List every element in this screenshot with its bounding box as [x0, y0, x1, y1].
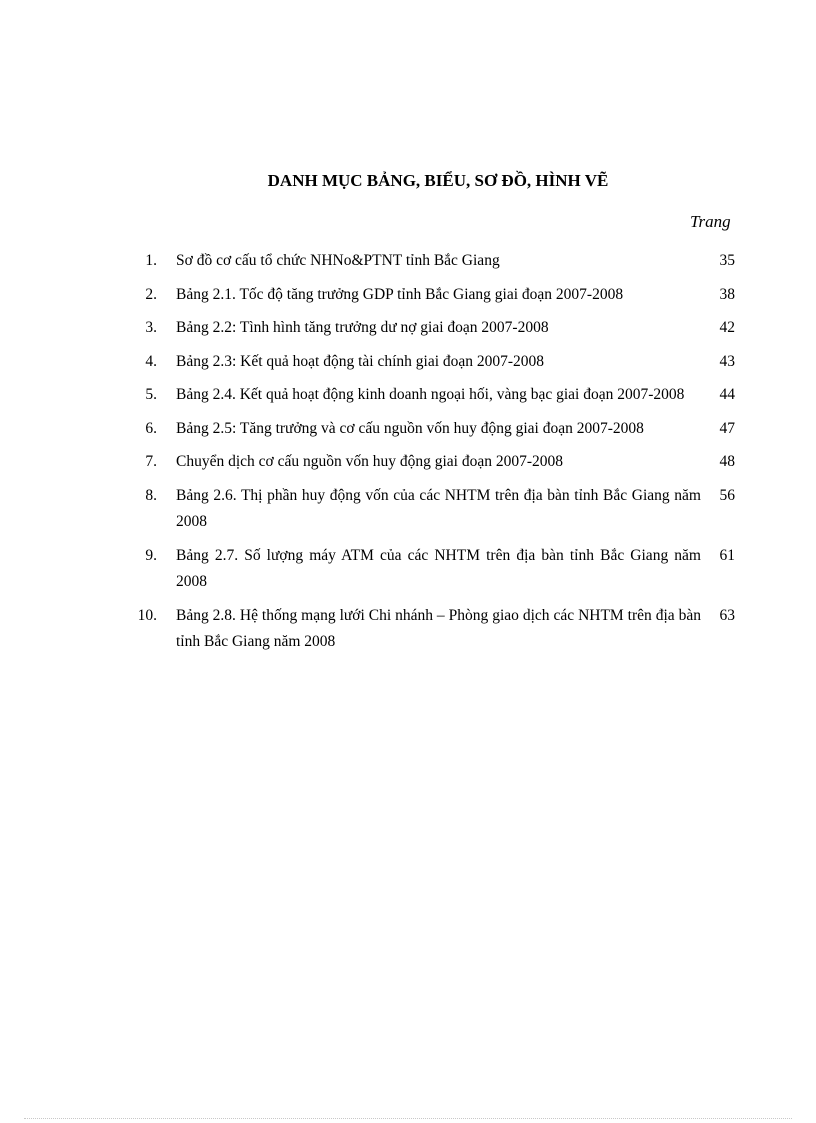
- toc-entry-title: Bảng 2.1. Tốc độ tăng trưởng GDP tỉnh Bắc Giang giai đoạn 2007-2008: [176, 285, 624, 303]
- toc-entry-title: Bảng 2.7. Số lượng máy ATM của các NHTM trên địa bàn tỉnh Bắc Giang năm 2008: [176, 546, 701, 590]
- toc-list: [128, 248, 738, 663]
- toc-entry-title: Chuyển dịch cơ cấu nguồn vốn huy động giai đoạn 2007-2008: [176, 453, 564, 470]
- toc-entry-page: 35: [719, 252, 735, 269]
- toc-entry: [128, 449, 738, 476]
- toc-entry: [128, 248, 738, 275]
- toc-entry-page: 56: [719, 486, 735, 504]
- toc-entry-page: 44: [719, 386, 735, 403]
- toc-entry: [128, 349, 738, 376]
- toc-entry: [128, 382, 738, 409]
- toc-entry-page: 63: [719, 606, 735, 624]
- toc-entry-title: Bảng 2.3: Kết quả hoạt động tài chính giai đoạn 2007-2008: [176, 352, 545, 370]
- toc-entry: [128, 416, 738, 443]
- page-bottom-divider: [24, 1118, 792, 1119]
- toc-entry-number: 9.: [145, 546, 157, 564]
- page-column-label: Trang: [690, 212, 731, 231]
- toc-entry-title: Bảng 2.8. Hệ thống mạng lưới Chi nhánh – Phòng giao dịch các NHTM trên địa bàn tỉnh Bắc Giang năm 2008: [176, 606, 701, 650]
- toc-entry-title: Bảng 2.4. Kết quả hoạt động kinh doanh ngoại hối, vàng bạc giai đoạn 2007-2008: [176, 386, 685, 403]
- toc-entry: [128, 315, 738, 342]
- toc-entry-title: Bảng 2.5: Tăng trưởng và cơ cấu nguồn vốn huy động giai đoạn 2007-2008: [176, 419, 644, 437]
- toc-entry-number: 3.: [145, 319, 157, 336]
- toc-entry: [128, 603, 738, 656]
- toc-entry: [128, 543, 738, 596]
- toc-entry-number: 6.: [145, 419, 157, 437]
- toc-entry-number: 7.: [145, 453, 157, 470]
- toc-entry-number: 2.: [145, 285, 157, 303]
- toc-entry-number: 8.: [145, 486, 157, 504]
- toc-entry-number: 5.: [145, 386, 157, 403]
- page-title: DANH MỤC BẢNG, BIỂU, SƠ ĐỒ, HÌNH VẼ: [267, 171, 609, 190]
- toc-entry-number: 10.: [137, 606, 157, 624]
- toc-entry-page: 48: [719, 453, 735, 470]
- toc-entry-number: 1.: [145, 252, 157, 269]
- toc-entry-page: 47: [719, 419, 735, 437]
- toc-entry-page: 43: [719, 352, 735, 370]
- toc-entry-number: 4.: [145, 352, 157, 370]
- toc-entry-page: 42: [719, 319, 735, 336]
- toc-entry: [128, 483, 738, 536]
- toc-entry-page: 61: [719, 546, 735, 564]
- toc-entry-title: Bảng 2.6. Thị phần huy động vốn của các NHTM trên địa bàn tỉnh Bắc Giang năm 2008: [176, 486, 701, 530]
- toc-entry-page: 38: [719, 285, 735, 303]
- toc-entry-title: Sơ đồ cơ cấu tổ chức NHNo&PTNT tỉnh Bắc Giang: [176, 252, 500, 269]
- toc-entry-title: Bảng 2.2: Tình hình tăng trưởng dư nợ giai đoạn 2007-2008: [176, 319, 549, 336]
- toc-entry: [128, 282, 738, 309]
